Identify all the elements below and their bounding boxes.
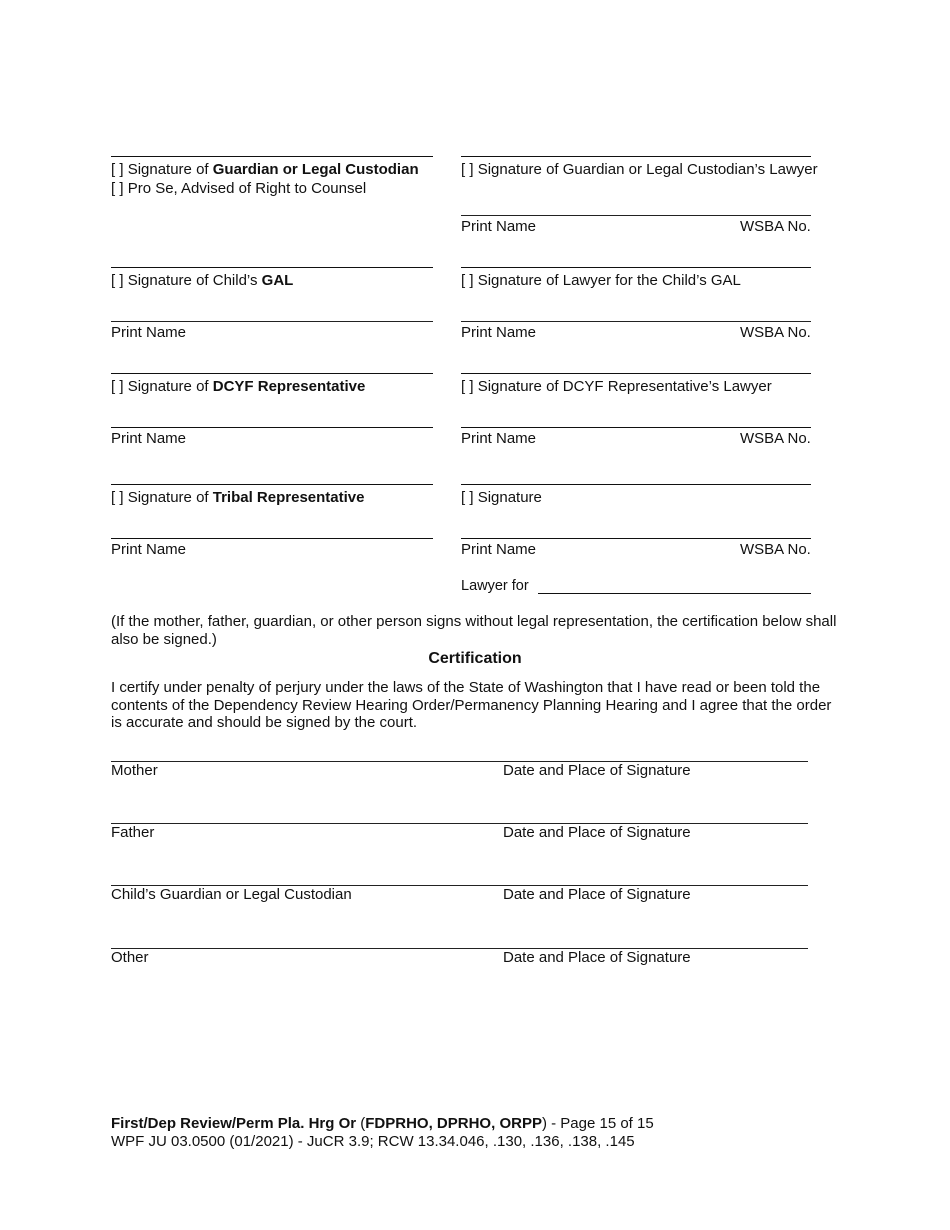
guardian-lawyer-signature-label — [461, 161, 818, 179]
certification-heading: Certification — [428, 650, 522, 667]
tribal-signature-label — [111, 489, 364, 507]
checkbox[interactable]: [ ] — [461, 161, 474, 178]
label-text: Signature of — [127, 489, 209, 506]
signature-line-guardian[interactable] — [111, 156, 433, 157]
footer-page: - Page 15 of 15 — [546, 1115, 654, 1132]
signature-line-mother[interactable] — [111, 761, 808, 762]
print-name-label: Print Name — [461, 541, 537, 558]
footer-title: First/Dep Review/Perm Pla. Hrg Or — [111, 1115, 357, 1132]
pro-se-label — [111, 180, 366, 198]
checkbox[interactable]: [ ] — [111, 180, 124, 197]
footer-line-2: WPF JU 03.0500 (01/2021) - JuCR 3.9; RCW 13.34.046, .130, .136, .138, .145 — [111, 1133, 635, 1150]
checkbox[interactable]: [ ] — [461, 378, 474, 395]
label-text: Signature of Lawyer for the Child’s GAL — [477, 272, 741, 289]
print-name-label: Print Name — [461, 324, 537, 341]
print-name-line-tribal[interactable] — [111, 538, 433, 539]
label-text: Pro Se, Advised of Right to Counsel — [127, 180, 367, 197]
checkbox[interactable]: [ ] — [111, 272, 124, 289]
gal-signature-label — [111, 272, 293, 290]
date-place-label: Date and Place of Signature — [503, 824, 691, 841]
signature-line-tribal[interactable] — [111, 484, 433, 485]
label-text: Signature of Child’s — [127, 272, 258, 289]
signature-line-dcyf[interactable] — [111, 373, 433, 374]
footer-codes: FDPRHO, DPRHO, ORPP — [365, 1115, 542, 1132]
label-text: Signature — [477, 489, 542, 506]
footer-line-1 — [111, 1115, 654, 1133]
signature-line-father[interactable] — [111, 823, 808, 824]
label-bold: Tribal Representative — [212, 489, 365, 506]
lawyer-for-label: Lawyer for — [461, 578, 529, 594]
signature-line-gal-lawyer[interactable] — [461, 267, 811, 268]
print-name-line-gal-lawyer[interactable] — [461, 321, 811, 322]
date-place-label: Date and Place of Signature — [503, 886, 691, 903]
row-label-father: Father — [111, 824, 155, 841]
label-bold: DCYF Representative — [212, 378, 366, 395]
unrepresented-note: (If the mother, father, guardian, or other person signs without legal representation, the certification below shall also be signed.) — [111, 613, 837, 648]
label-text: Signature of DCYF Representative’s Lawyer — [477, 378, 772, 395]
print-name-line-dcyf[interactable] — [111, 427, 433, 428]
wsba-label: WSBA No. — [740, 324, 811, 341]
row-label-other: Other — [111, 949, 149, 966]
row-label-guardian: Child’s Guardian or Legal Custodian — [111, 886, 352, 903]
wsba-label: WSBA No. — [740, 430, 811, 447]
row-label-mother: Mother — [111, 762, 158, 779]
signature-line-other-cert[interactable] — [111, 948, 808, 949]
other-signature-label — [461, 489, 542, 507]
wsba-label: WSBA No. — [740, 541, 811, 558]
wsba-label: WSBA No. — [740, 218, 811, 235]
footer-paren-open: ( — [356, 1115, 366, 1132]
print-name-line-other[interactable] — [461, 538, 811, 539]
signature-line-dcyf-lawyer[interactable] — [461, 373, 811, 374]
signature-line-guardian-lawyer[interactable] — [461, 156, 811, 157]
lawyer-for-line[interactable] — [538, 593, 811, 594]
print-name-label: Print Name — [111, 430, 187, 447]
print-name-label: Print Name — [111, 324, 187, 341]
certification-text: I certify under penalty of perjury under the laws of the State of Washington that I have read or been told the contents of the Dependency Review Hearing Order/Permanency Planning Hearing and I agree that the order is accurate and should be signed by the court. — [111, 679, 832, 731]
print-name-label: Print Name — [111, 541, 187, 558]
checkbox[interactable]: [ ] — [111, 161, 124, 178]
signature-line-other[interactable] — [461, 484, 811, 485]
date-place-label: Date and Place of Signature — [503, 949, 691, 966]
guardian-signature-label — [111, 161, 419, 179]
checkbox[interactable]: [ ] — [111, 489, 124, 506]
print-name-line-dcyf-lawyer[interactable] — [461, 427, 811, 428]
footer-paren-close: ) — [541, 1115, 547, 1132]
label-text: Signature of — [127, 378, 209, 395]
date-place-label: Date and Place of Signature — [503, 762, 691, 779]
signature-line-gal[interactable] — [111, 267, 433, 268]
checkbox[interactable]: [ ] — [461, 489, 474, 506]
label-bold: GAL — [261, 272, 294, 289]
checkbox[interactable]: [ ] — [461, 272, 474, 289]
label-text: Signature of Guardian or Legal Custodian’s Lawyer — [477, 161, 818, 178]
checkbox[interactable]: [ ] — [111, 378, 124, 395]
label-text: Signature of — [127, 161, 209, 178]
gal-lawyer-signature-label — [461, 272, 741, 290]
dcyf-signature-label — [111, 378, 365, 396]
print-name-label: Print Name — [461, 430, 537, 447]
print-name-label: Print Name — [461, 218, 537, 235]
dcyf-lawyer-signature-label — [461, 378, 772, 396]
print-name-line-guardian-lawyer[interactable] — [461, 215, 811, 216]
print-name-line-gal[interactable] — [111, 321, 433, 322]
label-bold: Guardian or Legal Custodian — [212, 161, 419, 178]
